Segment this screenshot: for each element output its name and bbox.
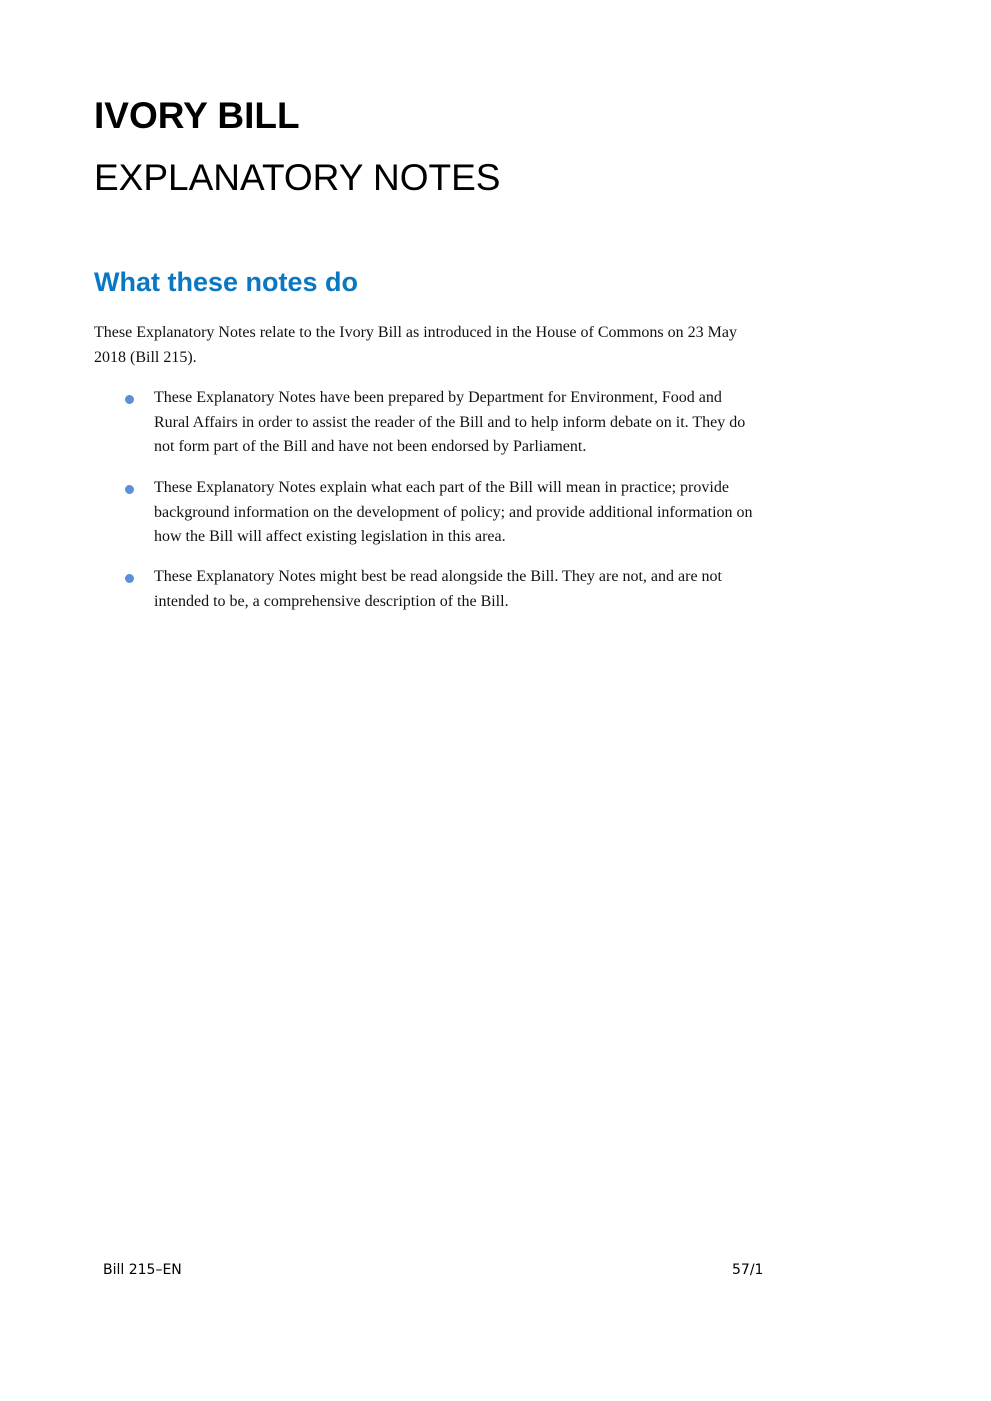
footer-bill-number: Bill 215–EN	[103, 1262, 182, 1278]
section-heading: What these notes do	[94, 267, 359, 297]
bullet-icon	[125, 574, 134, 583]
text-line: intended to be, a comprehensive description of the Bill.	[154, 592, 509, 610]
document-title: IVORY BILL	[94, 95, 300, 136]
text-line: how the Bill will affect existing legislation in this area.	[154, 528, 506, 545]
text-line: These Explanatory Notes might best be read alongside the Bill. They are not, and are not	[154, 568, 722, 585]
footer-page-ref: 57/1	[732, 1262, 764, 1278]
bullet-icon	[125, 485, 134, 494]
bullet-item	[154, 565, 722, 614]
text-line: These Explanatory Notes have been prepared by Department for Environment, Food and	[154, 389, 722, 406]
text-line: Rural Affairs in order to assist the reader of the Bill and to help inform debate on it. They do	[154, 413, 746, 431]
bullet-item	[154, 476, 753, 550]
intro-paragraph	[94, 321, 737, 370]
document-subtitle: EXPLANATORY NOTES	[94, 157, 501, 198]
text-line: not form part of the Bill and have not been endorsed by Parliament.	[154, 438, 587, 455]
text-line: background information on the development of policy; and provide additional information on	[154, 503, 753, 521]
bullet-item	[154, 386, 745, 460]
bullet-icon	[125, 395, 134, 404]
text-line: 2018 (Bill 215).	[94, 348, 197, 366]
text-line: These Explanatory Notes relate to the Ivory Bill as introduced in the House of Commons on 23 May	[94, 324, 737, 341]
text-line: These Explanatory Notes explain what each part of the Bill will mean in practice; provide	[154, 479, 729, 496]
